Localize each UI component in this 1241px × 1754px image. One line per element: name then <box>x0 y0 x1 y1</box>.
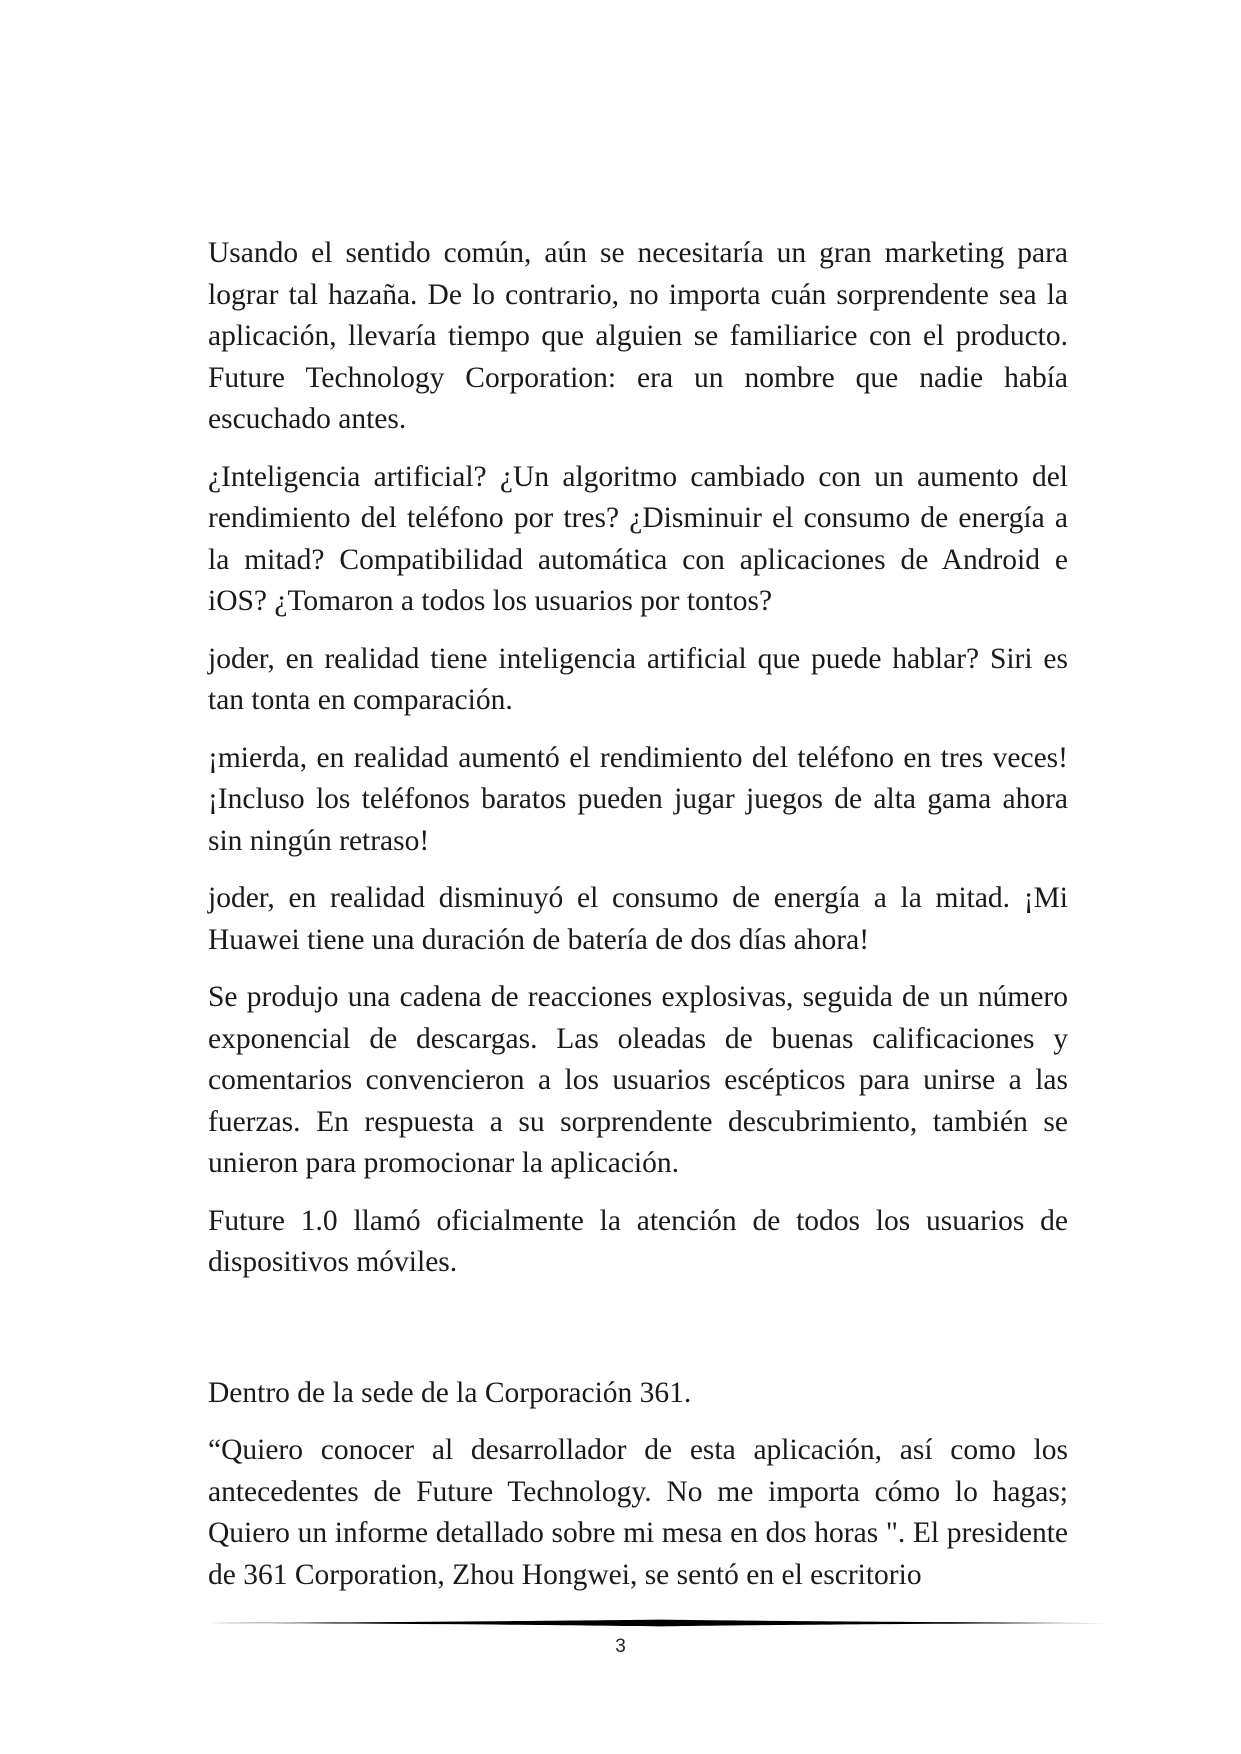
page-body-text <box>208 233 1068 1612</box>
paragraph-1: Usando el sentido común, aún se necesitaría un gran marketing para lograr tal hazaña. De lo contrario, no importa cuán sorprendente sea la aplicación, llevaría tiempo que alguien se familiarice con el producto. Future Technology Corporation: era un nombre que nadie había escuchado antes. <box>208 237 1068 435</box>
paragraph-4: ¡mierda, en realidad aumentó el rendimiento del teléfono en tres veces! ¡Incluso los teléfonos baratos pueden jugar juegos de alta gama ahora sin ningún retraso! <box>208 741 1068 857</box>
paragraph-5: joder, en realidad disminuyó el consumo de energía a la mitad. ¡Mi Huawei tiene una duración de batería de dos días ahora! <box>208 882 1068 956</box>
paragraph-9: “Quiero conocer al desarrollador de esta aplicación, así como los antecedentes de Future Technology. No me importa cómo lo hagas; Quiero un informe detallado sobre mi mesa en dos horas ". El presidente de 361 Corporation, Zhou Hongwei, se sentó en el escritorio <box>208 1434 1068 1591</box>
section-break <box>208 1300 1068 1373</box>
paragraph-7: Future 1.0 llamó oficialmente la atención de todos los usuarios de dispositivos móviles. <box>208 1204 1068 1278</box>
paragraph-2: ¿Inteligencia artificial? ¿Un algoritmo cambiado con un aumento del rendimiento del teléfono por tres? ¿Disminuir el consumo de energía a la mitad? Compatibilidad automática con aplicaciones de Android e iOS? ¿Tomaron a todos los usuarios por tontos? <box>208 460 1068 617</box>
footer-divider-line <box>208 1620 1108 1627</box>
paragraph-6: Se produjo una cadena de reacciones explosivas, seguida de un número exponencial de descargas. Las oleadas de buenas calificaciones y comentarios convencieron a los usuarios escépticos para unirse a las fuerzas. En respuesta a su sorprendente descubrimiento, también se unieron para promocionar la aplicación. <box>208 981 1068 1179</box>
paragraph-3: joder, en realidad tiene inteligencia artificial que puede hablar? Siri es tan tonta en comparación. <box>208 642 1068 716</box>
page-number: 3 <box>615 1636 626 1657</box>
paragraph-8: Dentro de la sede de la Corporación 361. <box>208 1376 692 1409</box>
footer-divider <box>208 1618 1108 1628</box>
